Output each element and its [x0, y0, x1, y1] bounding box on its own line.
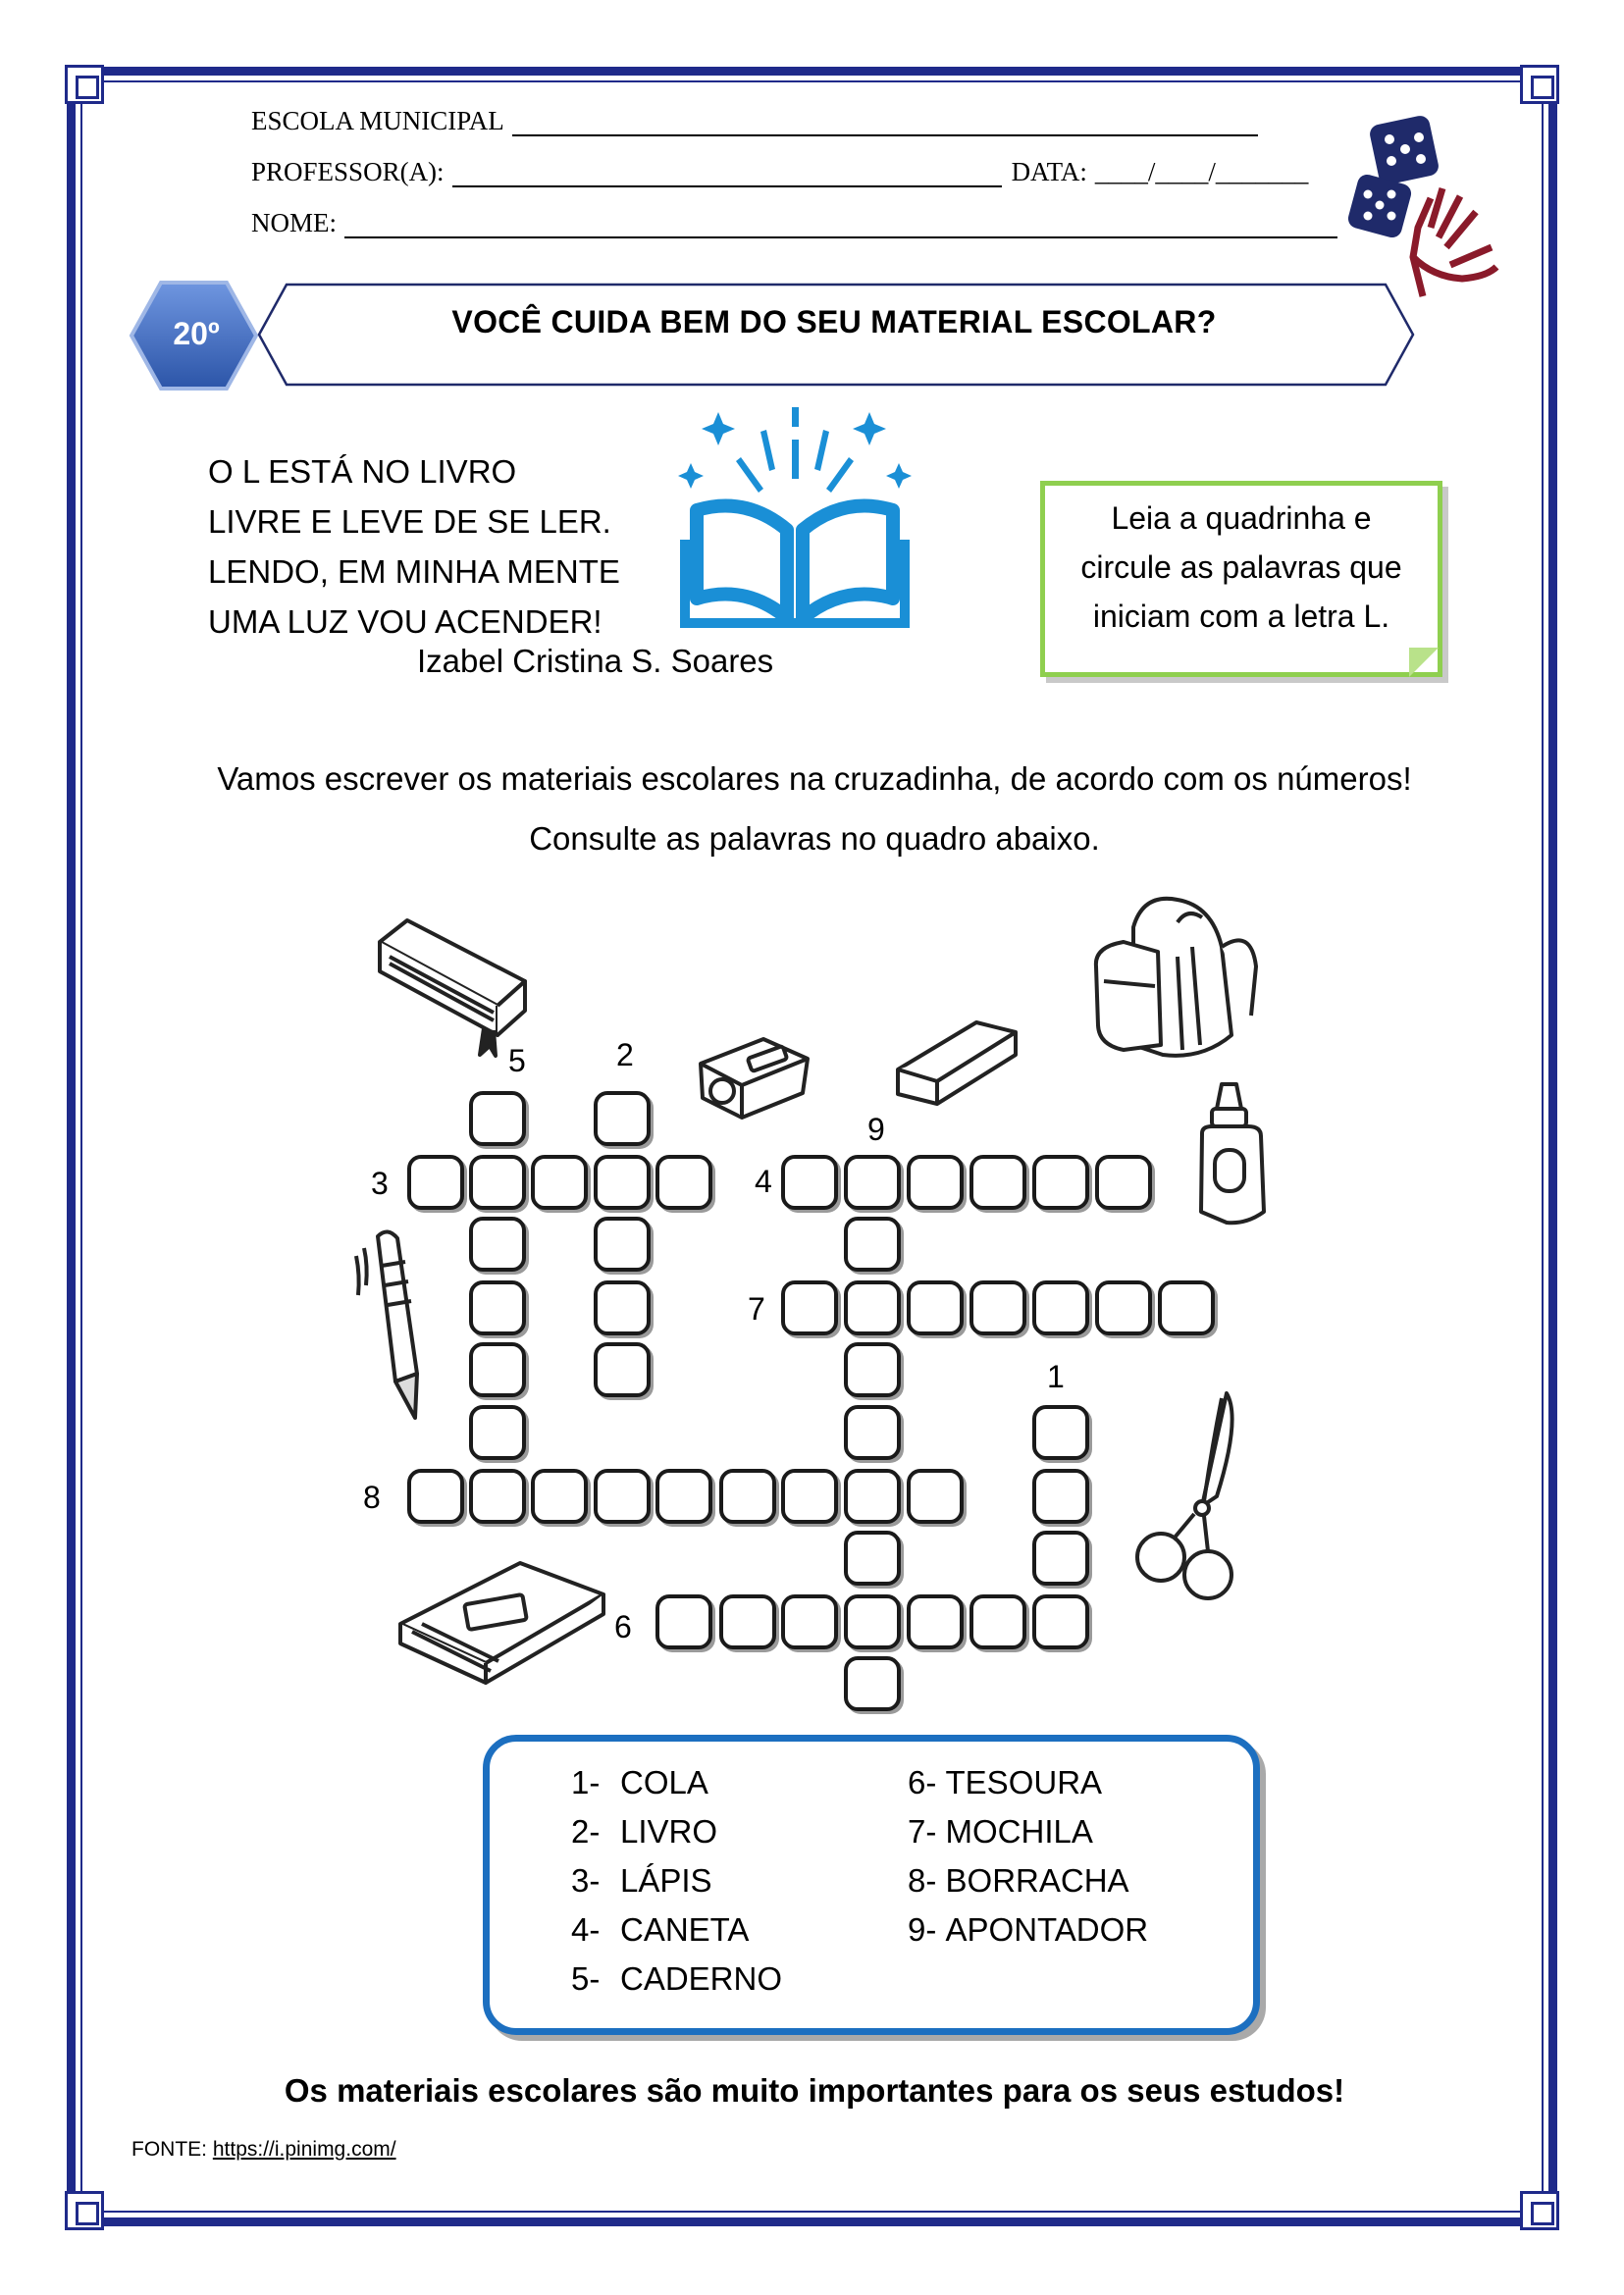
crossword-cell[interactable]: [844, 1531, 901, 1586]
word-number: 9-: [908, 1911, 937, 1948]
word-number: 8-: [908, 1862, 937, 1899]
source-credit: [131, 2138, 396, 2162]
word-bank-item: [908, 1856, 1148, 1905]
poem: [208, 446, 620, 647]
source-link[interactable]: https://i.pinimg.com/: [212, 2138, 396, 2161]
open-book-icon: [677, 402, 913, 633]
name-label: NOME:: [251, 208, 337, 237]
crossword-cell[interactable]: [844, 1342, 901, 1397]
crossword-cell[interactable]: [719, 1469, 776, 1524]
poem-line: LENDO, EM MINHA MENTE: [208, 553, 620, 590]
word-number: 3-: [571, 1862, 601, 1899]
activity-title: VOCÊ CUIDA BEM DO SEU MATERIAL ESCOLAR?: [451, 304, 1217, 339]
word-text: APONTADOR: [945, 1911, 1149, 1948]
crossword-cell[interactable]: [469, 1155, 526, 1210]
crossword-cell[interactable]: [781, 1469, 838, 1524]
word-number: 1-: [571, 1764, 601, 1800]
crossword-cell[interactable]: [844, 1469, 901, 1524]
activity-number: 20º: [173, 316, 220, 351]
note-line: iniciam com a letra L.: [1092, 599, 1390, 634]
eraser-clipart: [888, 1011, 1025, 1119]
teacher-field[interactable]: [452, 162, 1002, 187]
word-text: LIVRO: [620, 1813, 718, 1850]
date-field[interactable]: ____/____/_______: [1094, 157, 1309, 186]
poem-line: UMA LUZ VOU ACENDER!: [208, 603, 602, 640]
clue-number-5: 5: [508, 1043, 526, 1078]
note-line: circule as palavras que: [1080, 549, 1402, 585]
name-line: [251, 208, 1337, 238]
crossword-cell[interactable]: [781, 1280, 838, 1335]
word-text: CANETA: [620, 1911, 750, 1948]
crossword-cell[interactable]: [407, 1155, 464, 1210]
source-label: FONTE:: [131, 2138, 207, 2161]
sharpener-clipart: [695, 1024, 817, 1127]
crossword-cell[interactable]: [1095, 1280, 1152, 1335]
dice-icon: [1346, 114, 1441, 239]
book-clipart: [368, 913, 540, 1065]
crossword-cell[interactable]: [469, 1469, 526, 1524]
word-text: MOCHILA: [945, 1813, 1093, 1850]
scissors-clipart: [1133, 1388, 1246, 1609]
crossword-cell[interactable]: [1032, 1531, 1089, 1586]
teacher-line: [251, 157, 1308, 187]
instruction-line-2: Consulte as palavras no quadro abaixo.: [529, 820, 1100, 857]
clue-number-2: 2: [616, 1037, 634, 1072]
school-label: ESCOLA MUNICIPAL: [251, 106, 504, 135]
crossword-cell[interactable]: [469, 1342, 526, 1397]
crossword-cell[interactable]: [594, 1342, 651, 1397]
crossword-cell[interactable]: [907, 1280, 964, 1335]
word-bank-item: [571, 1955, 782, 2004]
crossword-cell[interactable]: [844, 1217, 901, 1272]
crossword-cell[interactable]: [1032, 1155, 1089, 1210]
crossword-cell[interactable]: [469, 1405, 526, 1460]
crossword-cell[interactable]: [594, 1155, 651, 1210]
word-bank-right-column: [908, 1758, 1148, 1955]
crossword-cell[interactable]: [844, 1405, 901, 1460]
crossword-cell[interactable]: [655, 1469, 712, 1524]
note-line: Leia a quadrinha e: [1111, 500, 1372, 536]
crossword-cell[interactable]: [969, 1155, 1026, 1210]
crossword-cell[interactable]: [844, 1656, 901, 1711]
word-bank-item: [571, 1807, 782, 1856]
word-text: BORRACHA: [945, 1862, 1129, 1899]
name-field[interactable]: [344, 213, 1337, 238]
crossword-cell[interactable]: [969, 1280, 1026, 1335]
pen-clipart: [348, 1226, 437, 1437]
glue-clipart: [1187, 1079, 1276, 1226]
crossword-cell[interactable]: [594, 1280, 651, 1335]
corner-ornament: [1520, 2191, 1559, 2230]
backpack-clipart: [1084, 888, 1266, 1065]
crossword-cell[interactable]: [655, 1594, 712, 1649]
date-label: DATA:: [1011, 157, 1087, 186]
crossword-cell[interactable]: [907, 1469, 964, 1524]
crossword-cell[interactable]: [1032, 1594, 1089, 1649]
crossword-cell[interactable]: [844, 1155, 901, 1210]
crossword-cell[interactable]: [1158, 1280, 1215, 1335]
word-number: 4-: [571, 1911, 601, 1948]
crossword-cell[interactable]: [594, 1217, 651, 1272]
word-bank-item: [908, 1807, 1148, 1856]
corner-ornament: [65, 65, 104, 104]
poem-line: O L ESTÁ NO LIVRO: [208, 453, 517, 490]
poem-line: LIVRE E LEVE DE SE LER.: [208, 503, 611, 540]
crossword-cell[interactable]: [594, 1091, 651, 1146]
word-text: LÁPIS: [620, 1862, 712, 1899]
crossword-cell[interactable]: [1095, 1155, 1152, 1210]
crossword-cell[interactable]: [1032, 1469, 1089, 1524]
teacher-label: PROFESSOR(A):: [251, 157, 445, 186]
crossword-cell[interactable]: [907, 1594, 964, 1649]
note-fold: [1409, 648, 1439, 677]
crossword-cell[interactable]: [781, 1594, 838, 1649]
note-text: [1045, 494, 1438, 641]
clue-number-7: 7: [748, 1291, 765, 1327]
word-bank-item: [571, 1905, 782, 1955]
clue-number-1: 1: [1047, 1359, 1065, 1394]
word-bank-item: [908, 1758, 1148, 1807]
corner-ornament: [1520, 65, 1559, 104]
crossword-cell[interactable]: [719, 1594, 776, 1649]
word-bank-left-column: [571, 1758, 782, 2004]
hands-icon: [1413, 188, 1496, 296]
crossword-cell[interactable]: [594, 1469, 651, 1524]
crossword-cell[interactable]: [1032, 1280, 1089, 1335]
school-line: [251, 106, 1258, 136]
notebook-clipart: [393, 1555, 608, 1693]
clue-number-8: 8: [363, 1480, 381, 1515]
crossword-cell[interactable]: [655, 1155, 712, 1210]
crossword-cell[interactable]: [907, 1155, 964, 1210]
poem-author: Izabel Cristina S. Soares: [417, 643, 774, 679]
clue-number-3: 3: [371, 1166, 389, 1201]
instruction-line-1: Vamos escrever os materiais escolares na cruzadinha, de acordo com os números!: [217, 760, 1412, 797]
crossword-cell[interactable]: [531, 1469, 588, 1524]
word-number: 6-: [908, 1764, 937, 1800]
word-number: 2-: [571, 1813, 601, 1850]
crossword-cell[interactable]: [531, 1155, 588, 1210]
word-text: TESOURA: [945, 1764, 1103, 1800]
clue-number-6: 6: [614, 1609, 632, 1644]
word-number: 5-: [571, 1960, 601, 1997]
crossword-cell[interactable]: [844, 1594, 901, 1649]
word-bank-item: [571, 1856, 782, 1905]
word-text: CADERNO: [620, 1960, 783, 1997]
word-text: COLA: [620, 1764, 708, 1800]
clue-number-4: 4: [755, 1164, 772, 1199]
word-bank-item: [571, 1758, 782, 1807]
dice-hands-logo: [1344, 110, 1511, 306]
closing-message: Os materiais escolares são muito importantes para os seus estudos!: [284, 2072, 1345, 2109]
crossword-cell[interactable]: [469, 1217, 526, 1272]
crossword-cell[interactable]: [1032, 1405, 1089, 1460]
school-field[interactable]: [512, 111, 1258, 136]
word-number: 7-: [908, 1813, 937, 1850]
crossword-cell[interactable]: [969, 1594, 1026, 1649]
crossword-cell[interactable]: [844, 1280, 901, 1335]
clue-number-9: 9: [867, 1112, 885, 1147]
crossword-cell[interactable]: [469, 1280, 526, 1335]
word-bank-item: [908, 1905, 1148, 1955]
crossword-cell[interactable]: [781, 1155, 838, 1210]
crossword-cell[interactable]: [407, 1469, 464, 1524]
corner-ornament: [65, 2191, 104, 2230]
crossword-cell[interactable]: [469, 1091, 526, 1146]
